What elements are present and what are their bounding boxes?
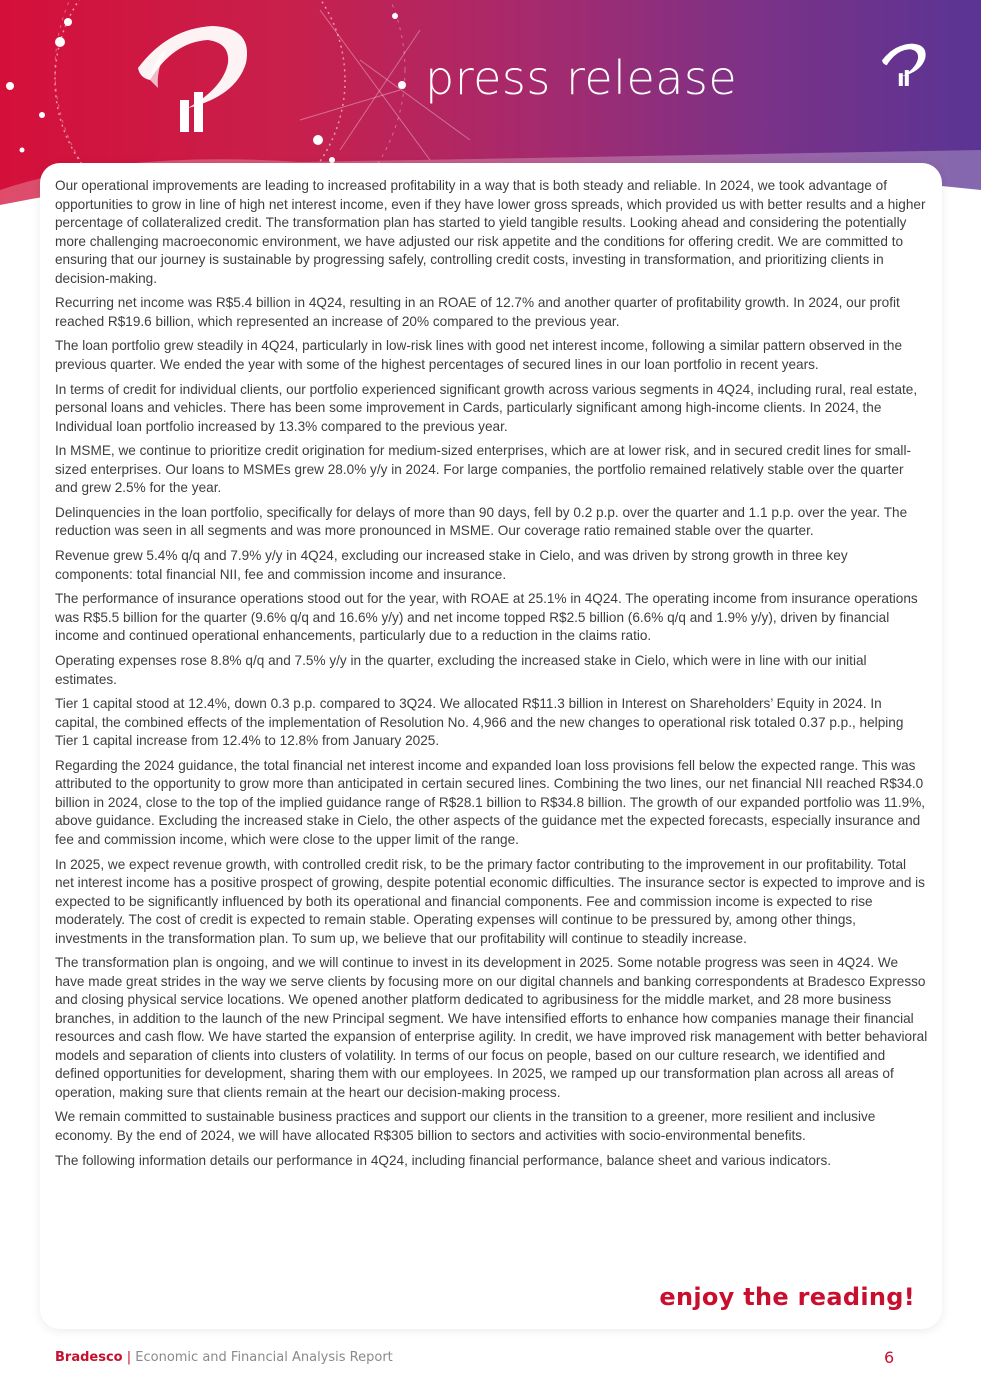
footer-report-title: Economic and Financial Analysis Report [135,1350,393,1365]
paragraph: Revenue grew 5.4% q/q and 7.9% y/y in 4Q24, excluding our increased stake in Cielo, and was driven by strong growth in three key components: total financial NII, fee and commission income and insurance. [55,548,848,582]
paragraph: In MSME, we continue to prioritize credit origination for medium-sized enterprises, which are at lower risk, and in secured credit lines for small-sized enterprises. Our loans to MSMEs grew 28.0% y/y in 2024. For large companies, the portfolio remained relatively stable over the quarter and grew 2.5% for the year. [55,443,911,496]
paragraph: Recurring net income was R$5.4 billion in 4Q24, resulting in an ROAE of 12.7% and another quarter of profitability growth. In 2024, our profit reached R$19.6 billion, which represented an increase of 20% compared to the previous year. [55,295,900,329]
paragraph: Delinquencies in the loan portfolio, specifically for delays of more than 90 days, fell by 0.2 p.p. over the quarter and 1.1 p.p. over the year. The reduction was seen in all segments and was more pronounced in MSME. Our coverage ratio remained stable over the quarter. [55,504,908,539]
paragraph: We remain committed to sustainable business practices and support our clients in the transition to a greener, more resilient and inclusive economy. By the end of 2024, we will have allocated R$305 billion to sectors and activities with socio-environmental benefits. [55,1109,876,1143]
page-title: press release [425,51,738,105]
paragraph: The loan portfolio grew steadily in 4Q24, particularly in low-risk lines with good net interest income, following a similar pattern observed in the previous quarter. We ended the year with some of the highest percentages of secured lines in our loan portfolio in recent years. [55,338,903,372]
page-number: 6 [884,1348,895,1367]
paragraph: The performance of insurance operations stood out for the year, with ROAE at 25.1% in 4Q24. The operating income from insurance operations was R$5.5 billion for the quarter (9.6% q/q and 16.6% y/y) and net income topped R$2.5 billion (6.6% q/q and 1.9% y/y), driven by financial income and continued operational enhancements, particularly due to a reduction in the claims ratio. [55,591,918,644]
closing-tagline: enjoy the reading! [659,1283,915,1311]
paragraph: Our operational improvements are leading to increased profitability in a way that is both steady and reliable. In 2024, we took advantage of opportunities to grow in line of high net interest income, even if they have lower gross spreads, which provided us with better results and a higher percentage of collateralized credit. The transformation plan has started to yield tangible results. Looking ahead and considering the potentially more challenging macroeconomic environment, we have adjusted our risk appetite and the conditions for offering credit. We are committed to ensuring that our journey is sustainable by progressing safely, controlling credit costs, investing in transformation, and prioritizing clients in decision-making. [55,178,926,286]
paragraph: Operating expenses rose 8.8% q/q and 7.5% y/y in the quarter, excluding the increased stake in Cielo, which were in line with our initial estimates. [55,653,867,687]
bradesco-logo-icon [128,18,258,136]
paragraph: Regarding the 2024 guidance, the total financial net interest income and expanded loan loss provisions fell below the expected range. This was attributed to the opportunity to grow more than anticipated in certain secured lines. Combining the two lines, our net financial NII reached R$34.0 billion in 2024, close to the top of the implied guidance range of R$28.1 billion to R$34.8 billion. The growth of our expanded portfolio was 11.9%, above guidance. Excluding the increased stake in Cielo, the other aspects of the guidance met the expected forecasts, especially insurance and fee and commission income, which were close to the upper limit of the range. [55,757,926,847]
paragraph: Tier 1 capital stood at 12.4%, down 0.3 p.p. compared to 3Q24. We allocated R$11.3 billion in Interest on Shareholders’ Equity in 2024. In capital, the combined effects of the implementation of Resolution No. 4,966 and the new changes to operational risk totaled 0.37 p.p., helping Tier 1 capital increase from 12.4% to 12.8% from January 2025. [55,696,904,749]
footer-separator: | [126,1350,132,1365]
bradesco-small-logo-icon [878,40,930,88]
paragraph: In terms of credit for individual clients, our portfolio experienced significant growth across various segments in 4Q24, including rural, real estate, personal loans and vehicles. There has been some improvement in Cards, particularly significant among high-income clients. In 2024, the Individual loan portfolio increased by 13.3% compared to the previous year. [55,381,918,434]
page-footer [55,1350,393,1365]
paragraph: The transformation plan is ongoing, and we will continue to invest in its development in 2025. Some notable progress was seen in 4Q24. We have made great strides in the way we serve clients by focusing more on our digital channels and banking correspondents at Bradesco Expresso and closing physical service locations. We opened another platform dedicated to agribusiness for the middle market, and 28 more business branches, in addition to the launch of the new Principal segment. We have intensified efforts to enhance how companies manage their financial resources and cash flow. We have started the expansion of enterprise agility. In credit, we have improved risk management with better behavioral models and separation of clients into clusters of volatility. In terms of our focus on people, based on our culture research, we identified and defined opportunities for development, sharing them with our employees. In 2025, we ramped up our transformation plan across all areas of operation, making sure that clients remain at the heart our decision-making process. [55,955,928,1100]
footer-brand: Bradesco [55,1350,123,1365]
paragraph: The following information details our performance in 4Q24, including financial performance, balance sheet and various indicators. [55,1152,832,1168]
paragraph: In 2025, we expect revenue growth, with controlled credit risk, to be the primary factor contributing to the improvement in our profitability. Total net interest income has a positive prospect of growing, despite potential economic difficulties. The insurance sector is expected to improve and is expected to be significantly influenced by both its operational and financial components. Fee and commission income is expected to rise moderately. The cost of credit is expected to remain stable. Operating expenses will continue to be pressured by, among other things, investments in the transformation plan. To sum up, we believe that our profitability will continue to steadily increase. [55,856,925,946]
press-release-body [55,177,928,1176]
